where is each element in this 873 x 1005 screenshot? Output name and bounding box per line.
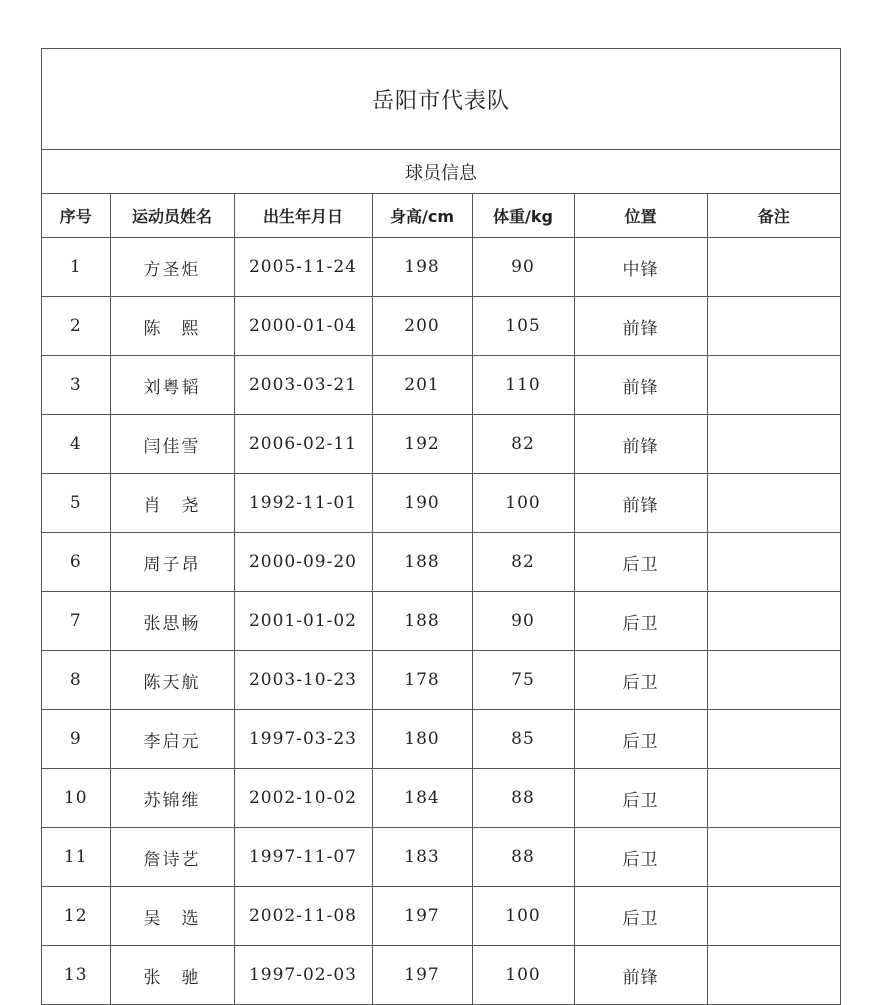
- cell-birthdate: 2002-11-08: [234, 887, 372, 946]
- cell-height: 178: [372, 651, 472, 710]
- cell-notes: [707, 356, 840, 415]
- cell-number: 13: [42, 946, 110, 1005]
- cell-position: 前锋: [574, 297, 707, 356]
- cell-name: 陈天航: [110, 651, 234, 710]
- cell-number: 6: [42, 533, 110, 592]
- cell-birthdate: 1997-02-03: [234, 946, 372, 1005]
- cell-weight: 105: [472, 297, 574, 356]
- cell-position: 后卫: [574, 592, 707, 651]
- cell-number: 3: [42, 356, 110, 415]
- cell-birthdate: 2003-10-23: [234, 651, 372, 710]
- cell-number: 4: [42, 415, 110, 474]
- cell-position: 中锋: [574, 238, 707, 297]
- column-header-position: 位置: [574, 194, 707, 238]
- cell-name: 詹诗艺: [110, 828, 234, 887]
- table-row: [42, 592, 840, 651]
- cell-number: 9: [42, 710, 110, 769]
- cell-number: 5: [42, 474, 110, 533]
- column-header-number: 序号: [42, 194, 110, 238]
- cell-height: 201: [372, 356, 472, 415]
- cell-weight: 88: [472, 828, 574, 887]
- cell-birthdate: 2000-01-04: [234, 297, 372, 356]
- cell-weight: 100: [472, 474, 574, 533]
- cell-notes: [707, 946, 840, 1005]
- column-header-name: 运动员姓名: [110, 194, 234, 238]
- roster-document: [41, 48, 841, 1005]
- table-row: [42, 710, 840, 769]
- table-row: [42, 356, 840, 415]
- cell-weight: 90: [472, 592, 574, 651]
- table-header-row: [42, 194, 840, 238]
- cell-height: 180: [372, 710, 472, 769]
- cell-position: 前锋: [574, 415, 707, 474]
- column-header-birthdate: 出生年月日: [234, 194, 372, 238]
- table-row: [42, 238, 840, 297]
- cell-position: 后卫: [574, 828, 707, 887]
- cell-name: 刘粤韬: [110, 356, 234, 415]
- document-title: 岳阳市代表队: [42, 49, 840, 150]
- section-title: 球员信息: [42, 150, 840, 194]
- cell-notes: [707, 828, 840, 887]
- cell-position: 后卫: [574, 651, 707, 710]
- cell-number: 10: [42, 769, 110, 828]
- cell-number: 12: [42, 887, 110, 946]
- cell-number: 1: [42, 238, 110, 297]
- table-row: [42, 415, 840, 474]
- cell-name: 李启元: [110, 710, 234, 769]
- cell-height: 183: [372, 828, 472, 887]
- cell-height: 197: [372, 887, 472, 946]
- cell-position: 后卫: [574, 887, 707, 946]
- table-row: [42, 297, 840, 356]
- cell-name: 肖 尧: [110, 474, 234, 533]
- cell-notes: [707, 651, 840, 710]
- table-row: [42, 887, 840, 946]
- table-row: [42, 769, 840, 828]
- cell-birthdate: 2005-11-24: [234, 238, 372, 297]
- cell-name: 周子昂: [110, 533, 234, 592]
- cell-notes: [707, 415, 840, 474]
- cell-height: 188: [372, 592, 472, 651]
- cell-name: 张思畅: [110, 592, 234, 651]
- cell-position: 前锋: [574, 474, 707, 533]
- cell-height: 198: [372, 238, 472, 297]
- cell-name: 陈 熙: [110, 297, 234, 356]
- cell-birthdate: 2002-10-02: [234, 769, 372, 828]
- cell-position: 后卫: [574, 769, 707, 828]
- table-row: [42, 946, 840, 1005]
- column-header-notes: 备注: [707, 194, 840, 238]
- cell-notes: [707, 297, 840, 356]
- cell-notes: [707, 533, 840, 592]
- cell-name: 闫佳雪: [110, 415, 234, 474]
- cell-birthdate: 2006-02-11: [234, 415, 372, 474]
- cell-number: 7: [42, 592, 110, 651]
- cell-notes: [707, 592, 840, 651]
- cell-birthdate: 2001-01-02: [234, 592, 372, 651]
- table-row: [42, 474, 840, 533]
- cell-height: 190: [372, 474, 472, 533]
- cell-weight: 75: [472, 651, 574, 710]
- column-header-weight: 体重/kg: [472, 194, 574, 238]
- cell-weight: 88: [472, 769, 574, 828]
- cell-position: 后卫: [574, 710, 707, 769]
- cell-name: 苏锦维: [110, 769, 234, 828]
- cell-position: 后卫: [574, 533, 707, 592]
- cell-weight: 82: [472, 533, 574, 592]
- cell-birthdate: 2000-09-20: [234, 533, 372, 592]
- cell-birthdate: 2003-03-21: [234, 356, 372, 415]
- table-row: [42, 533, 840, 592]
- cell-name: 方圣炬: [110, 238, 234, 297]
- cell-notes: [707, 887, 840, 946]
- roster-table: [42, 194, 840, 1005]
- cell-number: 2: [42, 297, 110, 356]
- cell-height: 200: [372, 297, 472, 356]
- cell-birthdate: 1992-11-01: [234, 474, 372, 533]
- cell-name: 张 驰: [110, 946, 234, 1005]
- cell-name: 吴 选: [110, 887, 234, 946]
- cell-number: 11: [42, 828, 110, 887]
- cell-height: 197: [372, 946, 472, 1005]
- cell-weight: 82: [472, 415, 574, 474]
- cell-weight: 90: [472, 238, 574, 297]
- cell-birthdate: 1997-11-07: [234, 828, 372, 887]
- cell-birthdate: 1997-03-23: [234, 710, 372, 769]
- cell-height: 188: [372, 533, 472, 592]
- table-row: [42, 828, 840, 887]
- cell-notes: [707, 769, 840, 828]
- cell-weight: 100: [472, 887, 574, 946]
- cell-notes: [707, 238, 840, 297]
- table-row: [42, 651, 840, 710]
- cell-weight: 85: [472, 710, 574, 769]
- cell-weight: 100: [472, 946, 574, 1005]
- cell-notes: [707, 474, 840, 533]
- cell-height: 192: [372, 415, 472, 474]
- cell-number: 8: [42, 651, 110, 710]
- cell-notes: [707, 710, 840, 769]
- column-header-height: 身高/cm: [372, 194, 472, 238]
- cell-position: 前锋: [574, 946, 707, 1005]
- cell-weight: 110: [472, 356, 574, 415]
- cell-position: 前锋: [574, 356, 707, 415]
- cell-height: 184: [372, 769, 472, 828]
